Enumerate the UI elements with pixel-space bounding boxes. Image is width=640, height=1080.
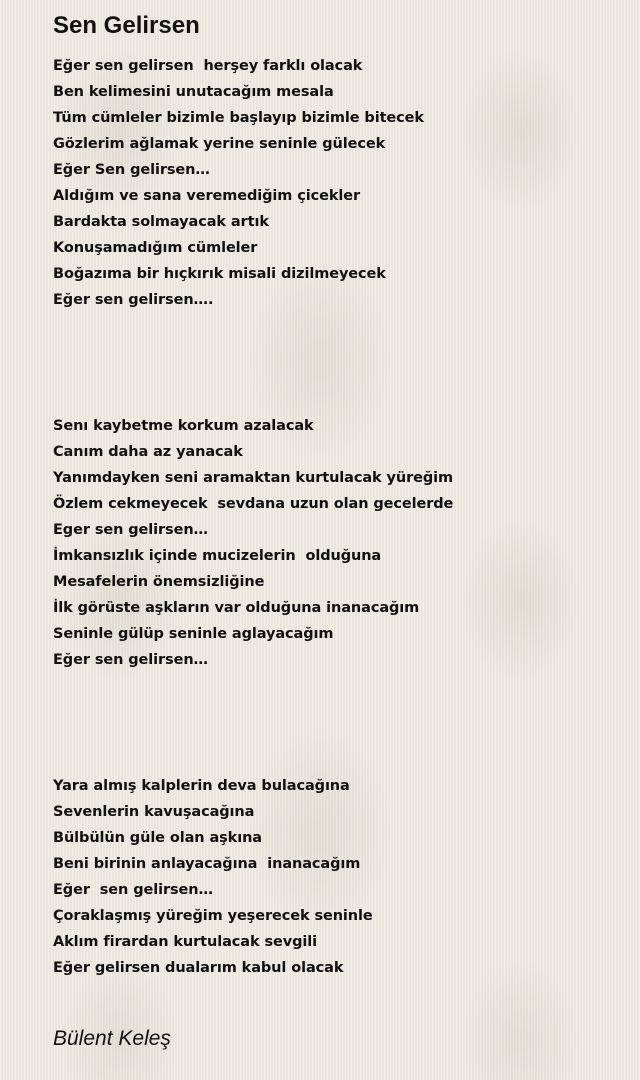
poem-line: Eğer Sen gelirsen… (53, 162, 210, 178)
poem-line: Aldığım ve sana veremediğim çicekler (53, 188, 361, 204)
poem-line: Tüm cümleler bizimle başlayıp bizimle bitecek (53, 110, 424, 126)
poem-line: Yanımdayken seni aramaktan kurtulacak yüreğim (53, 470, 454, 486)
poem-line: Eğer sen gelirsen… (53, 882, 213, 898)
poem-line: Bülbülün güle olan aşkına (53, 830, 262, 846)
poem-line: Beni birinin anlayacağına inanacağım (53, 856, 361, 872)
poem-line: İlk görüste aşkların var olduğuna inanacağım (53, 600, 420, 616)
poem-line: Sevenlerin kavuşacağına (53, 804, 255, 820)
poem-line: Eğer sen gelirsen…. (53, 292, 214, 308)
poem-line: Çoraklaşmış yüreğim yeşerecek seninle (53, 908, 373, 924)
author-signature: Bülent Keleş (53, 1027, 171, 1050)
poem-line: Boğazıma bir hıçkırık misali dizilmeyecek (53, 266, 386, 282)
poem-line: Eger sen gelirsen… (53, 522, 208, 538)
poem-title: Sen Gelirsen (53, 12, 200, 39)
stanza-3 (53, 773, 613, 981)
poem-line: Eğer sen gelirsen herşey farklı olacak (53, 58, 363, 74)
stanza-spacer (53, 673, 613, 773)
stanza-1 (53, 53, 613, 313)
poem-line: Konuşamadığım cümleler (53, 240, 258, 256)
poem-line: Ben kelimesini unutacağım mesala (53, 84, 334, 100)
poem-line: Aklım firardan kurtulacak sevgili (53, 934, 317, 950)
poem-line: İmkansızlık içinde mucizelerin olduğuna (53, 548, 382, 564)
poem-line: Yara almış kalplerin deva bulacağına (53, 778, 350, 794)
stanza-spacer (53, 313, 613, 413)
poem-line: Mesafelerin önemsizliğine (53, 574, 265, 590)
poem-line: Seninle gülüp seninle aglayacağım (53, 626, 334, 642)
poem-line: Canım daha az yanacak (53, 444, 243, 460)
poem-line: Eğer gelirsen dualarım kabul olacak (53, 960, 344, 976)
poem-line: Eğer sen gelirsen… (53, 652, 208, 668)
poem-line: Gözlerim ağlamak yerine seninle gülecek (53, 136, 386, 152)
poem-line: Senı kaybetme korkum azalacak (53, 418, 314, 434)
stanza-2 (53, 413, 613, 673)
poem-line: Bardakta solmayacak artık (53, 214, 269, 230)
poem-line: Özlem cekmeyecek sevdana uzun olan gecelerde (53, 496, 454, 512)
poem-page (53, 10, 613, 1053)
